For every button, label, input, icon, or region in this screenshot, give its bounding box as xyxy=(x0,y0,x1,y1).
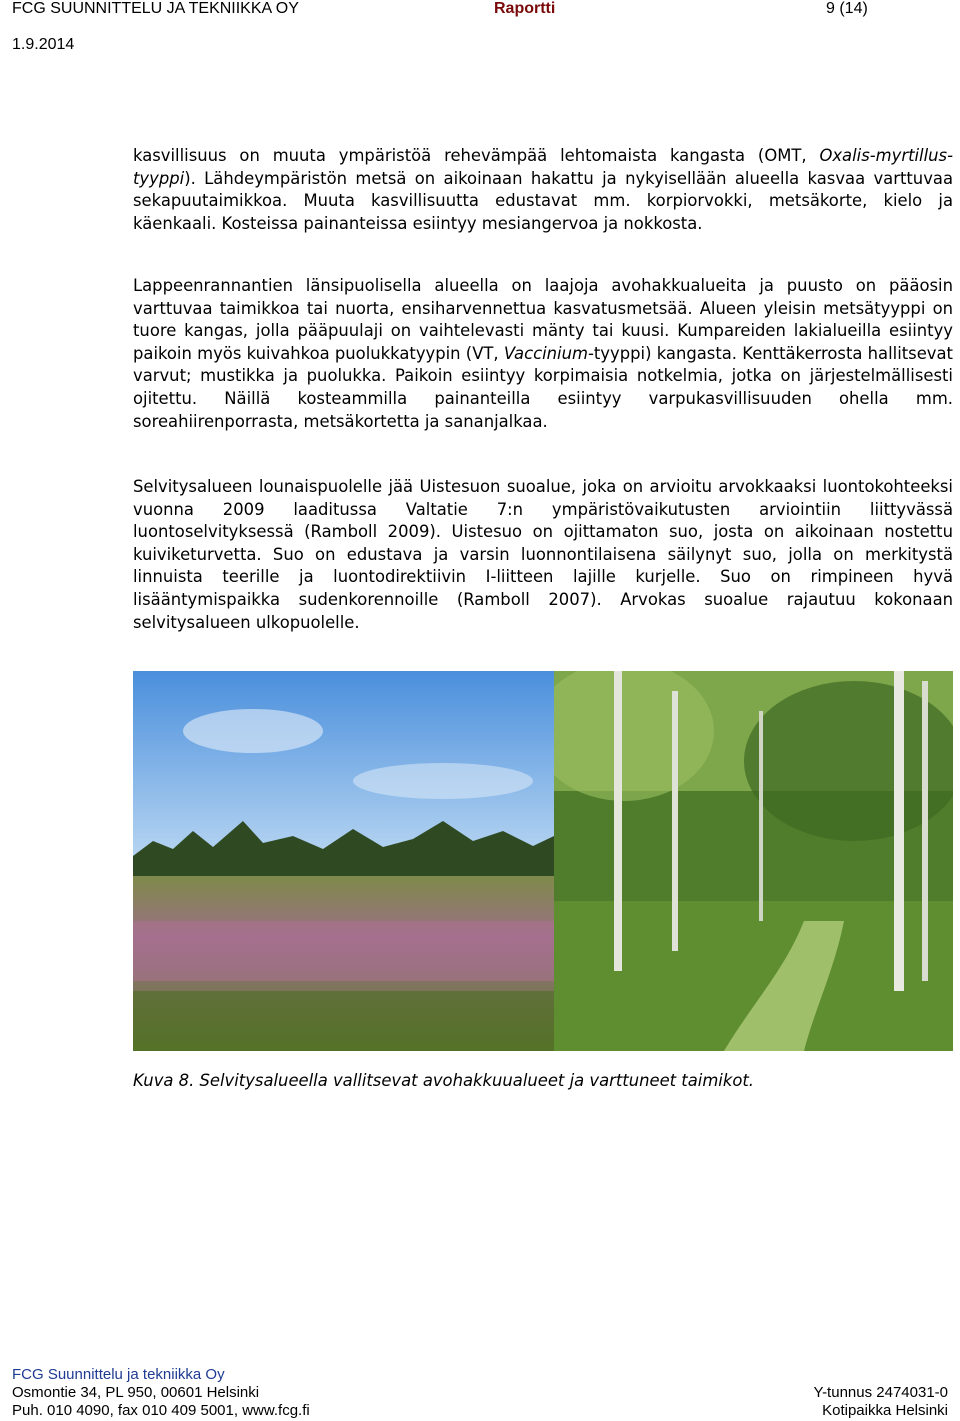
paragraph-3: Selvitysalueen lounaispuolelle jää Uistesuon suoalue, joka on arvioitu arvokkaaksi luontokohteeksi vuonna 2009 laaditussa Valtatie 7:n ympäristövaikutusten arviointiin liittyvässä luontoselvityksessä (Ramboll 2009). Uistesuo on ojittamaton suo, josta on aikoinaan nostettu kuiviketurvetta. Suo on edustava ja varsin luonnontilaisena säilynyt suo, jolla on merkitystä linnuista teerille ja luontodirektiivin I-liitteen lajille kurjelle. Suo on rimpineen hyvä lisääntymispaikka sudenkorennoille (Ramboll 2007). Arvokas suoalue rajautuu kokonaan selvitysalueen ulkopuolelle. xyxy=(133,477,953,632)
paragraph-2-text-a: Lappeenrannantien länsipuolisella alueella on laajoja avohakkualueita ja puusto on pääosin varttuvaa taimikkoa tai nuorta, ensiharvennettua kasvatusmetsää. Alueen yleisin metsätyyppi on tuore kangas, jolla pääpuulaji on vaihtelevasti mänty tai kuusi. Kumpareiden lakialueilla esiintyy paikoin myös kuivahkoa puolukkatyypin (VT, xyxy=(133,276,953,363)
paragraph-2-italic: Vaccinium xyxy=(503,343,588,363)
header-date: 1.9.2014 xyxy=(12,36,75,53)
photo-young-forest xyxy=(554,671,953,1051)
footer-business-id: Y-tunnus 2474031-0 xyxy=(813,1384,948,1401)
footer-domicile: Kotipaikka Helsinki xyxy=(822,1402,948,1419)
paragraph-2-text-b: -tyyppi) kangasta. Kenttäkerrosta hallitsevat varvut; mustikka ja puolukka. Paikoin esiintyy korpimaisia notkelmia, jotka on järjestelmällisesti ojitettu. Näillä kosteammilla painanteilla esiintyy varpukasvillisuuden ohella mm. soreahiirenporrasta, metsäkortetta ja sananjalkaa. xyxy=(133,343,953,431)
paragraph-1-text-a: kasvillisuus on muuta ympäristöä rehevämpää lehtomaista kangasta (OMT, xyxy=(133,146,820,165)
header-report-title: Raportti xyxy=(494,0,556,17)
paragraph-2 xyxy=(133,275,953,433)
paragraph-1-text-b: ). Lähdeympäristön metsä on aikoinaan hakattu ja nykyisellään alueella kasvaa varttuvaa sekapuutaimikkoa. Muuta kasvillisuutta edustavat mm. korpiorvokki, metsäkorte, kielo ja käenkaali. Kosteissa painanteissa esiintyy mesiangervoa ja nokkosta. xyxy=(133,168,953,233)
figure-caption: Kuva 8. Selvitysalueella vallitsevat avohakkuualueet ja varttuneet taimikot. xyxy=(133,1071,754,1090)
paragraph-1-italic: Oxalis-myrtillus-tyyppi xyxy=(133,146,953,188)
footer-address: Osmontie 34, PL 950, 00601 Helsinki xyxy=(12,1384,260,1401)
paragraph-1 xyxy=(133,145,953,235)
header-company: FCG SUUNNITTELU JA TEKNIIKKA OY xyxy=(12,0,299,17)
footer-contact: Puh. 010 4090, fax 010 409 5001, www.fcg.fi xyxy=(12,1402,310,1419)
header-page-number: 9 (14) xyxy=(826,0,868,17)
photo-clearcut-area xyxy=(133,671,554,1051)
footer-company: FCG Suunnittelu ja tekniikka Oy xyxy=(12,1366,225,1383)
